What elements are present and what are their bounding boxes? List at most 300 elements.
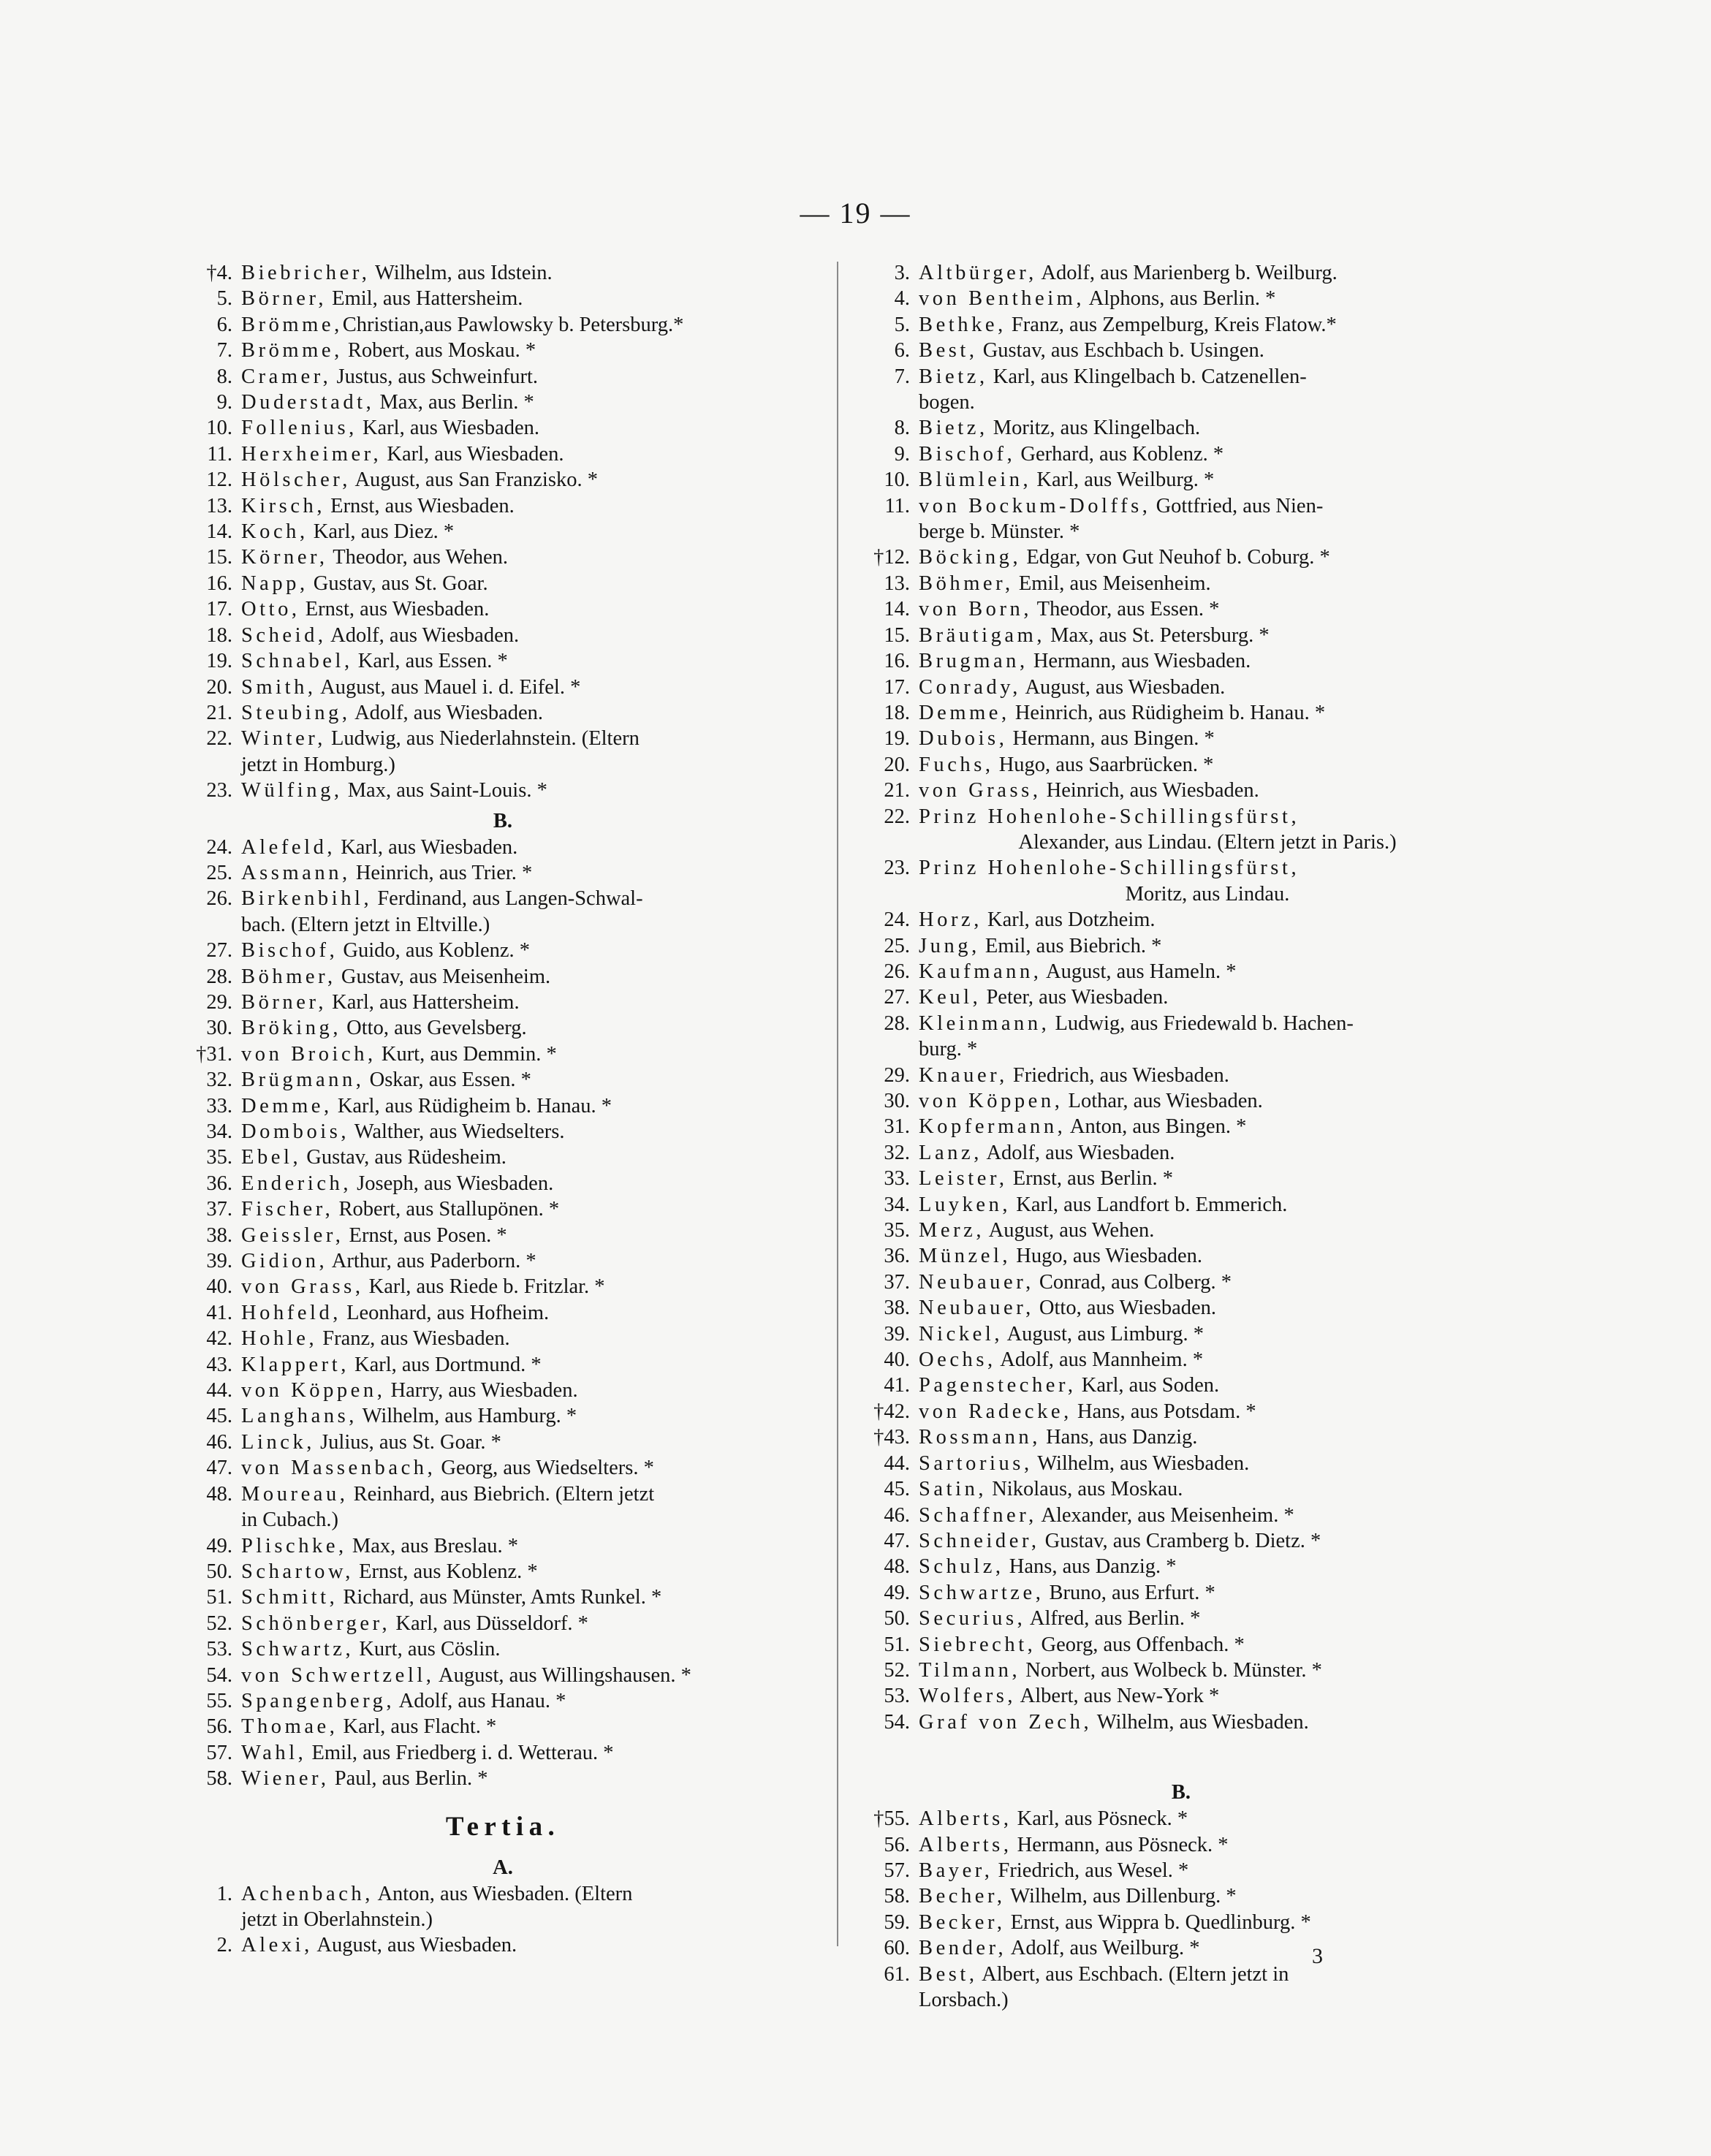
entry-details: Karl, aus Düsseldorf. * (390, 1612, 588, 1635)
entry-text (919, 1658, 1496, 1683)
entry-name: Otto, (241, 598, 300, 621)
entry-text (919, 1503, 1496, 1528)
entry-text (241, 441, 817, 467)
list-item (866, 493, 1496, 519)
list-item (189, 964, 817, 990)
list-item (866, 1373, 1496, 1398)
entry-number: 51. (206, 1586, 232, 1609)
entry-details: Gustav, aus Cramberg b. Dietz. * (1039, 1529, 1321, 1552)
entry-name: Blümlein, (919, 468, 1032, 492)
entry-details: Karl, aus Dortmund. * (349, 1353, 542, 1376)
list-item (189, 1378, 817, 1403)
entry-name: Schwartze, (919, 1581, 1044, 1604)
entry-name: Alexi, (241, 1934, 313, 1957)
entry-details: Julius, aus St. Goar. * (314, 1430, 501, 1454)
entry-number: 33. (206, 1094, 232, 1117)
list-item (866, 752, 1496, 778)
list-item (189, 441, 817, 467)
entry-text (241, 1533, 817, 1559)
list-item (189, 1119, 817, 1145)
entry-details: Georg, aus Wiedselters. * (436, 1457, 654, 1480)
entry-number: 32. (206, 1068, 232, 1092)
entry-name: Ebel, (241, 1146, 302, 1169)
entry-details: Robert, aus Stallupönen. * (333, 1198, 560, 1221)
entry-number: †42. (873, 1400, 910, 1423)
entry-details: Kurt, aus Demmin. * (376, 1042, 557, 1066)
list-item (866, 778, 1496, 803)
left-column (189, 260, 817, 1959)
entry-text (241, 286, 817, 311)
list-item (866, 312, 1496, 338)
entry-text (241, 835, 817, 860)
list-item (189, 312, 817, 338)
entry-name: Bayer, (919, 1859, 993, 1882)
entry-name: Kirsch, (241, 494, 326, 517)
entry-number: 52. (884, 1658, 910, 1682)
entry-text (241, 596, 817, 622)
entry-continuation: bogen. (919, 391, 975, 414)
list-item (189, 1326, 817, 1351)
entry-text (241, 1248, 817, 1274)
entry-name: von Bentheim, (919, 287, 1085, 311)
entry-name: Fuchs, (919, 753, 994, 776)
entry-name: Münzel, (919, 1245, 1012, 1268)
entry-details: Christian,aus Pawlowsky b. Petersburg.* (342, 313, 684, 336)
entry-number: 6. (894, 339, 910, 363)
entry-details: Anton, aus Wiesbaden. (Eltern (373, 1882, 633, 1905)
list-item (189, 1584, 817, 1610)
entry-number: 32. (884, 1141, 910, 1164)
entry-number: 38. (206, 1223, 232, 1247)
entry-details: Ludwig, aus Friedewald b. Hachen- (1050, 1011, 1354, 1035)
entry-text (919, 1088, 1496, 1114)
entry-name: Smith, (241, 675, 316, 699)
entry-number: 5. (894, 313, 910, 336)
entry-details: Hugo, aus Wiesbaden. (1011, 1245, 1203, 1268)
entry-name: Enderich, (241, 1172, 352, 1195)
entry-name: Kaufmann, (919, 960, 1042, 983)
entry-text (241, 1300, 817, 1326)
entry-number: 54. (884, 1710, 910, 1734)
entry-text (919, 804, 1496, 830)
entry-details: Ernst, aus Posen. * (344, 1223, 507, 1247)
entry-name: Körner, (241, 546, 328, 569)
entry-continuation: jetzt in Homburg.) (241, 753, 395, 776)
entry-name: Börner, (241, 990, 327, 1014)
entry-name: Prinz Hohenlohe-Schillingsfürst, (919, 805, 1300, 828)
list-item (866, 1114, 1496, 1139)
entry-details: Reinhard, aus Biebrich. (Eltern jetzt (348, 1482, 655, 1506)
list-item (866, 1632, 1496, 1658)
entry-name: Dombois, (241, 1120, 350, 1143)
entry-details: Karl, aus Pösneck. * (1012, 1807, 1188, 1831)
entry-details: Karl, aus Riede b. Fritzlar. * (363, 1275, 605, 1299)
list-item (189, 1932, 817, 1958)
entry-text (241, 338, 817, 363)
entry-text (241, 1093, 817, 1119)
entry-name: Bender, (919, 1937, 1007, 1960)
entry-details: August, aus Wiesbaden. (312, 1934, 517, 1957)
entry-text (241, 1481, 817, 1507)
entry-number: 60. (884, 1937, 910, 1960)
list-item (189, 1766, 817, 1791)
list-item (189, 286, 817, 311)
entry-number: 25. (206, 861, 232, 884)
entry-details: Theodor, aus Wehen. (327, 546, 509, 569)
list-item (189, 338, 817, 363)
entry-name: Spangenberg, (241, 1689, 395, 1712)
entry-name: Hohle, (241, 1327, 318, 1351)
entry-details: Georg, aus Offenbach. * (1036, 1633, 1245, 1656)
entry-text (919, 1321, 1496, 1347)
entry-details: Wilhelm, aus Wiesbaden. (1092, 1710, 1309, 1734)
entry-number: 5. (216, 287, 232, 311)
list-item (866, 1476, 1496, 1502)
entry-continuation: burg. * (919, 1038, 978, 1061)
entry-text (241, 493, 817, 519)
entry-number: 53. (884, 1685, 910, 1708)
entry-name: Becker, (919, 1910, 1006, 1934)
entry-details: Wilhelm, aus Dillenburg. * (1005, 1885, 1237, 1908)
entry-number: 40. (206, 1275, 232, 1299)
entry-name: von Schwertzell, (241, 1663, 435, 1687)
entry-number: 57. (884, 1859, 910, 1882)
entry-text (241, 778, 817, 803)
entry-details: Arthur, aus Paderborn. * (327, 1250, 536, 1273)
entry-details: Karl, aus Wiesbaden. (382, 442, 564, 466)
entry-details: Conrad, aus Colberg. * (1033, 1270, 1232, 1294)
entry-details: Karl, aus Soden. (1076, 1374, 1220, 1397)
entry-number: 15. (884, 623, 910, 647)
entry-text (241, 938, 817, 963)
entry-details: August, aus Wehen. (985, 1219, 1155, 1242)
list-item (866, 596, 1496, 622)
entry-number: 50. (206, 1560, 232, 1583)
entry-details: Gustav, aus Eschbach b. Usingen. (977, 339, 1264, 363)
entry-name: Brugman, (919, 650, 1028, 673)
entry-text (919, 1632, 1496, 1658)
list-item (189, 1300, 817, 1326)
entry-text (919, 1424, 1496, 1450)
entry-text (241, 1455, 817, 1481)
entry-details: Wilhelm, aus Wiesbaden. (1032, 1451, 1250, 1475)
entry-number: 4. (894, 287, 910, 311)
right-column (866, 260, 1496, 2013)
entry-name: Merz, (919, 1219, 985, 1242)
entry-text (241, 1326, 817, 1351)
entry-number: 30. (884, 1090, 910, 1112)
list-item (189, 544, 817, 570)
entry-details: Karl, aus Dotzheim. (982, 908, 1156, 932)
entry-details: Heinrich, aus Wiesbaden. (1041, 779, 1259, 802)
entry-details: Gottfried, aus Nien- (1150, 494, 1324, 517)
entry-text (919, 907, 1496, 933)
entry-number: 50. (884, 1607, 910, 1631)
entry-name: Duderstadt, (241, 391, 375, 414)
entry-number: 2. (216, 1934, 232, 1957)
entry-details: August, aus San Franzisko. * (350, 468, 598, 492)
entry-text (919, 286, 1496, 311)
list-item (866, 1883, 1496, 1909)
entry-details: Robert, aus Moskau. * (342, 339, 536, 363)
entry-name: Böhmer, (241, 965, 336, 988)
entry-text (919, 312, 1496, 338)
entry-name: Hölscher, (241, 468, 351, 492)
entry-details: Otto, aus Wiesbaden. (1033, 1297, 1217, 1320)
entry-text (241, 415, 817, 441)
list-item (866, 726, 1496, 751)
entry-details: August, aus Limburg. * (1003, 1322, 1204, 1345)
entry-number: 54. (206, 1663, 232, 1687)
entry-text (241, 1378, 817, 1403)
entry-number: 36. (884, 1245, 910, 1268)
entry-text (919, 1606, 1496, 1631)
entry-number: 13. (206, 494, 232, 517)
entry-name: Schulz, (919, 1555, 1004, 1579)
list-item (866, 804, 1496, 830)
entry-number: 47. (206, 1457, 232, 1480)
entry-continuation: Alexander, aus Lindau. (Eltern jetzt in Paris.) (1018, 830, 1397, 854)
entry-details: Nikolaus, aus Moskau. (987, 1478, 1183, 1501)
entry-details: Leonhard, aus Hofheim. (341, 1301, 550, 1324)
entry-number: 11. (884, 494, 910, 517)
entry-number: 48. (206, 1482, 232, 1506)
entry-name: Bröking, (241, 1017, 342, 1040)
list-item (866, 571, 1496, 596)
entry-name: Rossmann, (919, 1426, 1041, 1449)
list-item (189, 1067, 817, 1093)
entry-number: 10. (206, 417, 232, 440)
entry-number: 49. (884, 1581, 910, 1604)
entry-text (919, 1243, 1496, 1269)
entry-name: Alefeld, (241, 835, 336, 859)
entry-details: Justus, aus Schweinfurt. (331, 365, 538, 388)
entry-details: Guido, aus Koblenz. * (338, 939, 531, 963)
entry-details: Alexander, aus Meisenheim. * (1036, 1503, 1294, 1527)
entry-number: 38. (884, 1297, 910, 1320)
entry-number: 7. (894, 365, 910, 388)
entry-name: Leister, (919, 1167, 1008, 1191)
entry-number: 53. (206, 1638, 232, 1661)
entry-text (919, 675, 1496, 700)
entry-text (919, 623, 1496, 648)
entry-text (919, 1295, 1496, 1321)
list-item (189, 1430, 817, 1455)
entry-details: Albert, aus New-York * (1016, 1685, 1220, 1708)
entry-number: 22. (884, 805, 910, 828)
entry-text (919, 1806, 1496, 1832)
entry-number: 24. (206, 835, 232, 859)
entry-name: Best, (919, 1962, 978, 1986)
entry-details: Moritz, aus Klingelbach. (987, 417, 1201, 440)
entry-text (919, 726, 1496, 751)
list-item (866, 441, 1496, 467)
list-item (866, 467, 1496, 493)
list-item (189, 938, 817, 963)
entry-name: Schneider, (919, 1529, 1040, 1552)
entry-number: †12. (873, 546, 910, 569)
entry-details: Ernst, aus Wippra b. Quedlinburg. * (1005, 1910, 1311, 1934)
list-item (189, 1145, 817, 1170)
entry-details: Adolf, aus Wiesbaden. (326, 623, 520, 647)
entry-name: Satin, (919, 1478, 987, 1501)
entry-details: Wilhelm, aus Hamburg. * (357, 1405, 577, 1428)
entry-details: Hugo, aus Saarbrücken. * (993, 753, 1214, 776)
entry-details: Hermann, aus Bingen. * (1007, 727, 1215, 751)
list-item (189, 1881, 817, 1907)
entry-name: Linck, (241, 1430, 315, 1454)
list-item (866, 286, 1496, 311)
entry-number: 46. (884, 1503, 910, 1527)
list-item (189, 1171, 817, 1196)
entry-details: Max, aus Berlin. * (374, 391, 534, 414)
entry-text (241, 571, 817, 596)
entry-text (919, 415, 1496, 441)
entry-details: Adolf, aus Marienberg b. Weilburg. (1036, 262, 1338, 284)
entry-number: 51. (884, 1633, 910, 1656)
entry-details: Karl, aus Diez. * (308, 520, 455, 544)
entry-text (919, 1910, 1496, 1935)
entry-name: Herxheimer, (241, 442, 382, 466)
entry-text (241, 1352, 817, 1378)
entry-details: Gustav, aus Rüdesheim. (301, 1146, 507, 1169)
entry-text (241, 364, 817, 390)
entry-name: Biebricher, (241, 262, 371, 284)
entry-number: 18. (206, 623, 232, 647)
entry-text (241, 390, 817, 415)
list-item (866, 260, 1496, 286)
entry-name: Steubing, (241, 701, 351, 724)
section-letter: B. (1171, 1781, 1191, 1804)
entry-number: 59. (884, 1910, 910, 1934)
entry-text (241, 964, 817, 990)
entry-name: Kleinmann, (919, 1011, 1050, 1035)
entry-continuation: in Cubach.) (241, 1508, 338, 1532)
entry-number: 9. (216, 391, 232, 414)
list-item (866, 1140, 1496, 1166)
entry-text (241, 1740, 817, 1766)
entry-text (919, 1832, 1496, 1858)
entry-details: Adolf, aus Wiesbaden. (982, 1141, 1175, 1164)
entry-text (241, 1274, 817, 1299)
entry-number: 52. (206, 1612, 232, 1635)
entry-details: Max, aus Breslau. * (346, 1534, 519, 1557)
list-item (866, 1832, 1496, 1858)
list-item (866, 338, 1496, 363)
entry-number: 35. (884, 1219, 910, 1242)
entry-details: Karl, aus Landfort b. Emmerich. (1011, 1193, 1288, 1216)
list-item (189, 260, 817, 286)
list-item (189, 1223, 817, 1248)
entry-details: August, aus Hameln. * (1042, 960, 1237, 983)
entry-details: Theodor, aus Essen. * (1032, 598, 1220, 621)
entry-text (241, 675, 817, 700)
entry-text (919, 648, 1496, 674)
entry-number: 58. (206, 1767, 232, 1791)
entry-number: 57. (206, 1741, 232, 1764)
list-item (189, 1714, 817, 1739)
entry-number: 14. (884, 598, 910, 621)
entry-details: Heinrich, aus Trier. * (350, 861, 533, 884)
entry-text (241, 990, 817, 1015)
entry-name: von Köppen, (241, 1379, 386, 1402)
entry-text (919, 1554, 1496, 1579)
entry-details: Ernst, aus Wiesbaden. (325, 494, 515, 517)
entry-text (919, 1451, 1496, 1476)
entry-name: Bethke, (919, 313, 1006, 336)
list-item (189, 1248, 817, 1274)
entry-text (919, 1166, 1496, 1191)
list-item (866, 1910, 1496, 1935)
spacer (866, 1735, 1496, 1775)
list-item (189, 990, 817, 1015)
entry-text (919, 984, 1496, 1010)
entry-details: Karl, aus Flacht. * (338, 1715, 497, 1739)
entry-name: Jung, (919, 934, 980, 957)
entry-name: Kopfermann, (919, 1115, 1066, 1139)
entry-text (241, 860, 817, 886)
entry-details: Friedrich, aus Wesel. * (993, 1859, 1189, 1882)
entry-name: von Bockum-Dolffs, (919, 494, 1151, 517)
entry-name: Nickel, (919, 1322, 1004, 1345)
entry-number: 39. (884, 1322, 910, 1345)
list-item (189, 1196, 817, 1222)
section-letter: B. (493, 809, 513, 832)
entry-details: Karl, aus Rüdigheim b. Hanau. * (332, 1094, 612, 1117)
entry-number: 36. (206, 1172, 232, 1195)
list-item (866, 623, 1496, 648)
entry-number: 16. (884, 650, 910, 673)
entry-text (919, 260, 1496, 286)
list-item (866, 907, 1496, 933)
entry-name: Dubois, (919, 727, 1008, 751)
entry-details: Gustav, aus Meisenheim. (335, 965, 551, 988)
entry-name: Wiener, (241, 1767, 330, 1791)
list-item (189, 519, 817, 544)
entry-number: 26. (884, 960, 910, 983)
entry-text (919, 855, 1496, 881)
entry-details: Karl, aus Essen. * (352, 650, 508, 673)
entry-text (919, 1399, 1496, 1424)
entry-number: 55. (206, 1689, 232, 1712)
entry-details: Adolf, aus Hanau. * (395, 1689, 566, 1712)
entry-continuation: Lorsbach.) (919, 1989, 1009, 2011)
list-item (866, 1347, 1496, 1373)
section-letter: A. (493, 1856, 513, 1879)
list-item (866, 700, 1496, 726)
entry-text (241, 1145, 817, 1170)
entry-details: Emil, aus Friedberg i. d. Wetterau. * (306, 1741, 614, 1764)
entry-number: 17. (884, 675, 910, 699)
entry-name: Wahl, (241, 1741, 307, 1764)
entry-text (241, 1663, 817, 1688)
entry-details: Harry, aus Wiesbaden. (385, 1379, 578, 1402)
entry-name: Schnabel, (241, 650, 353, 673)
entry-name: Horz, (919, 908, 982, 932)
entry-number: 48. (884, 1555, 910, 1579)
entry-number: 41. (206, 1301, 232, 1324)
entry-details: Karl, aus Wiesbaden. (357, 417, 540, 440)
entry-text (241, 700, 817, 726)
entry-text (241, 1171, 817, 1196)
entry-text (241, 1932, 817, 1958)
entry-name: Moureau, (241, 1482, 349, 1506)
list-item (189, 675, 817, 700)
entry-text (241, 1119, 817, 1145)
entry-details: Lothar, aus Wiesbaden. (1063, 1090, 1263, 1112)
entry-number: 10. (884, 468, 910, 492)
entry-text (919, 338, 1496, 363)
